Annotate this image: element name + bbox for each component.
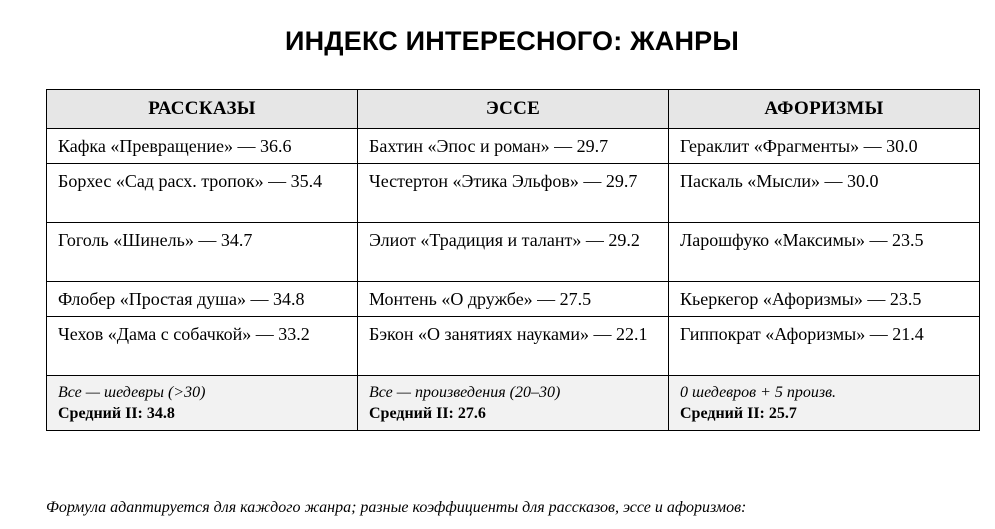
page-title: ИНДЕКС ИНТЕРЕСНОГО: ЖАНРЫ <box>285 26 739 56</box>
table-cell: Честертон «Этика Эльфов» — 29.7 <box>358 164 669 223</box>
formula-note: Формула адаптируется для каждого жанра; разные коэффициенты для рассказов, эссе и афоризмов: <box>46 499 747 516</box>
summary-note: Все — шедевры (>30) <box>58 384 206 401</box>
summary-cell-aphorisms <box>669 376 980 431</box>
summary-note: Все — произведения (20–30) <box>369 384 561 401</box>
summary-row <box>47 376 980 431</box>
table-cell: Флобер «Простая душа» — 34.8 <box>47 282 358 317</box>
table-cell: Элиот «Традиция и талант» — 29.2 <box>358 223 669 282</box>
table-cell: Бэкон «О занятиях науками» — 22.1 <box>358 317 669 376</box>
table-cell: Паскаль «Мысли» — 30.0 <box>669 164 980 223</box>
table-cell: Гиппократ «Афоризмы» — 21.4 <box>669 317 980 376</box>
table-cell: Монтень «О дружбе» — 27.5 <box>358 282 669 317</box>
summary-cell-essays <box>358 376 669 431</box>
table-cell: Борхес «Сад расх. тропок» — 35.4 <box>47 164 358 223</box>
table-cell: Кьеркегор «Афоризмы» — 23.5 <box>669 282 980 317</box>
table-row <box>47 129 980 164</box>
summary-note: 0 шедевров + 5 произв. <box>680 384 837 401</box>
table-header-row <box>47 90 980 129</box>
table-row <box>47 164 980 223</box>
column-header-essays: ЭССЕ <box>358 90 669 129</box>
summary-cell-stories <box>47 376 358 431</box>
summary-average: Средний II: 27.6 <box>369 405 486 422</box>
table-cell: Гоголь «Шинель» — 34.7 <box>47 223 358 282</box>
table-cell: Бахтин «Эпос и роман» — 29.7 <box>358 129 669 164</box>
summary-average: Средний II: 25.7 <box>680 405 797 422</box>
table-cell: Гераклит «Фрагменты» — 30.0 <box>669 129 980 164</box>
column-header-stories: РАССКАЗЫ <box>47 90 358 129</box>
table-row <box>47 317 980 376</box>
summary-average: Средний II: 34.8 <box>58 405 175 422</box>
table-row <box>47 282 980 317</box>
table-cell: Ларошфуко «Максимы» — 23.5 <box>669 223 980 282</box>
table-cell: Кафка «Превращение» — 36.6 <box>47 129 358 164</box>
table-row <box>47 223 980 282</box>
table-cell: Чехов «Дама с собачкой» — 33.2 <box>47 317 358 376</box>
genre-index-table <box>46 89 980 431</box>
column-header-aphorisms: АФОРИЗМЫ <box>669 90 980 129</box>
